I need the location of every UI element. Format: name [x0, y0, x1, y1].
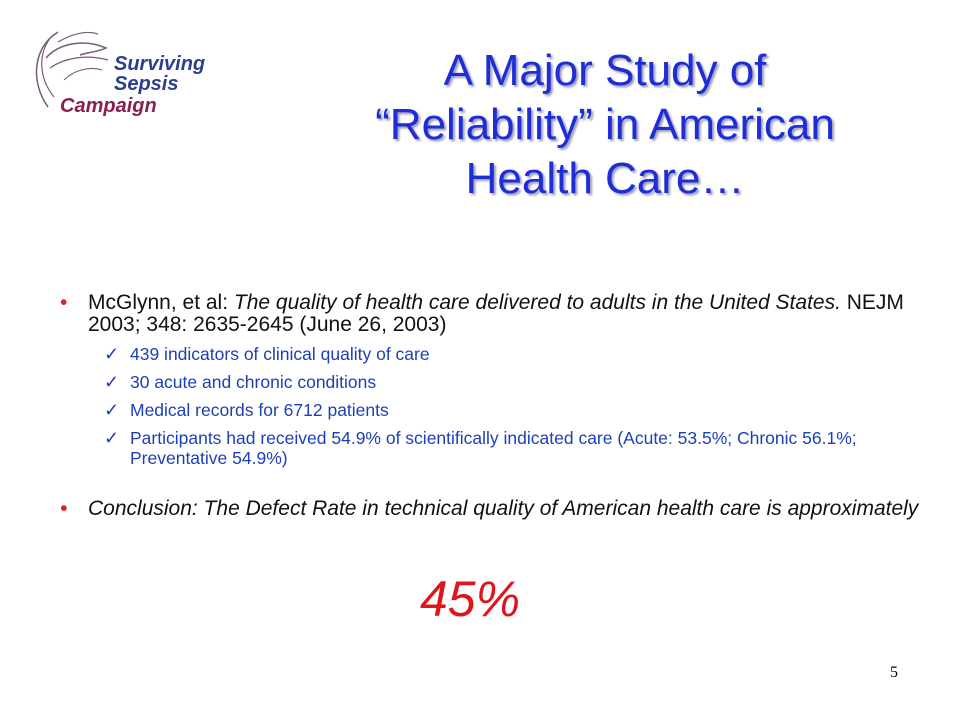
bullet-citation — [60, 292, 920, 336]
title-line-1: A Major Study of — [443, 46, 767, 95]
slide-title — [300, 44, 910, 206]
list-item — [104, 428, 920, 468]
checkmark-icon: ✓ — [104, 428, 120, 448]
bullet-conclusion — [60, 498, 920, 520]
title-line-3: Health Care… — [465, 154, 745, 203]
title-line-2: “Reliability” in American — [375, 100, 835, 149]
list-item — [104, 372, 920, 392]
bullet-dot: • — [60, 291, 68, 314]
list-item-text: 439 indicators of clinical quality of care — [130, 344, 430, 364]
list-item — [104, 344, 920, 364]
citation-authors: McGlynn, et al: — [88, 291, 234, 314]
logo-line-campaign: Campaign — [60, 95, 157, 117]
page-number: 5 — [890, 664, 898, 681]
checkmark-icon: ✓ — [104, 344, 120, 364]
checkmark-icon: ✓ — [104, 372, 120, 392]
citation-source: NEJM 2003; 348: 2635-2645 (June 26, 2003) — [88, 291, 904, 336]
logo-line-sepsis: Sepsis — [114, 73, 179, 95]
logo-line-surviving: Surviving — [114, 53, 206, 75]
conclusion-text: Conclusion: The Defect Rate in technical quality of American health care is approximately — [88, 497, 919, 520]
list-item-text: Medical records for 6712 patients — [130, 400, 389, 420]
slide-body — [60, 292, 920, 520]
surviving-sepsis-logo — [28, 22, 228, 132]
checkmark-icon: ✓ — [104, 400, 120, 420]
list-item — [104, 400, 920, 420]
bullet-dot: • — [60, 497, 68, 520]
study-details-list — [60, 344, 920, 468]
defect-rate-value: 45% — [420, 571, 521, 627]
citation-title: The quality of health care delivered to adults in the United States. — [233, 291, 841, 314]
list-item-text: Participants had received 54.9% of scientifically indicated care (Acute: 53.5%; Chronic 56.1%; Preventative 54.9%) — [130, 428, 857, 468]
list-item-text: 30 acute and chronic conditions — [130, 372, 377, 392]
